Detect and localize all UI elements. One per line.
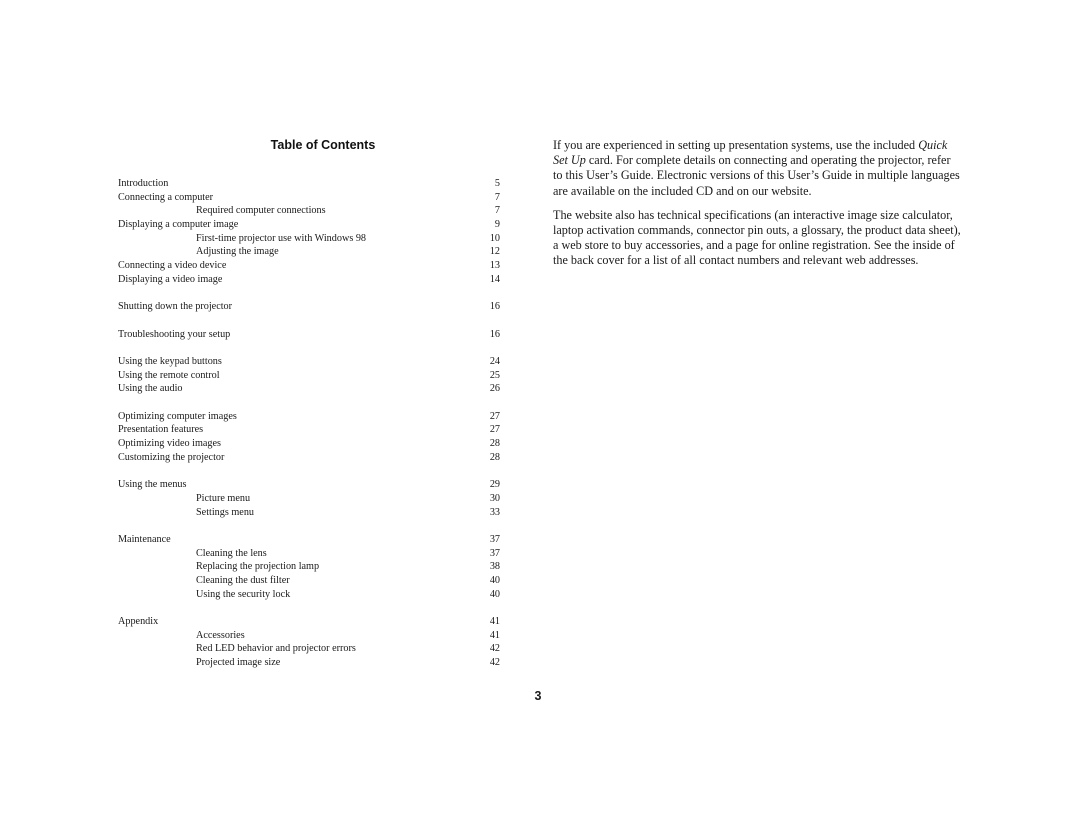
toc-entry[interactable]	[118, 506, 502, 520]
toc-entry-label: Picture menu	[196, 492, 251, 504]
toc-entry[interactable]	[118, 191, 502, 205]
toc-entry-label: Using the remote control	[118, 369, 220, 381]
toc-entry-label: Using the menus	[118, 479, 187, 491]
toc-entry-page: 5	[494, 178, 500, 189]
toc-entry[interactable]	[118, 273, 502, 287]
toc-entry[interactable]	[118, 629, 502, 643]
toc-entry-page: 42	[489, 657, 500, 669]
toc-entry[interactable]	[118, 478, 502, 492]
toc-entry-page: 28	[489, 451, 500, 463]
toc-entry-page: 7	[494, 205, 500, 217]
toc-entry[interactable]	[118, 615, 502, 629]
intro-p1-start: If you are experienced in setting up presentation systems, use the included	[553, 138, 919, 152]
toc-entry-label: Settings menu	[196, 506, 255, 518]
toc-entry-label: First-time projector use with Windows 98	[196, 232, 367, 244]
toc-entry[interactable]	[118, 423, 502, 437]
toc-entry-page: 27	[489, 410, 500, 422]
toc-entry-page: 16	[489, 328, 500, 340]
intro-text	[553, 138, 963, 278]
toc-entry[interactable]	[118, 533, 502, 547]
toc-entry[interactable]	[118, 588, 502, 602]
table-of-contents	[118, 177, 502, 670]
toc-entry-page: 30	[489, 492, 500, 504]
toc-entry-page: 26	[489, 383, 500, 395]
toc-entry-label: Required computer connections	[196, 205, 326, 217]
toc-entry-page: 12	[489, 246, 500, 258]
toc-entry-label: Replacing the projection lamp	[196, 561, 320, 573]
toc-entry-page: 7	[494, 191, 500, 203]
toc-entry[interactable]	[118, 369, 502, 383]
toc-entry[interactable]	[118, 492, 502, 506]
toc-entry-page: 28	[489, 438, 500, 450]
toc-entry-label: Red LED behavior and projector errors	[196, 643, 356, 655]
toc-entry[interactable]	[118, 642, 502, 656]
toc-entry-page: 42	[489, 643, 500, 655]
toc-entry-label: Introduction	[118, 178, 169, 189]
toc-entry-page: 37	[489, 533, 500, 545]
toc-entry[interactable]	[118, 355, 502, 369]
toc-entry-label: Accessories	[196, 629, 245, 641]
toc-entry-page: 14	[489, 273, 500, 285]
toc-entry-label: Shutting down the projector	[118, 301, 233, 313]
toc-entry[interactable]	[118, 656, 502, 670]
toc-entry-label: Troubleshooting your setup	[118, 328, 231, 340]
toc-entry-label: Using the audio	[118, 383, 183, 395]
toc-entry-label: Displaying a computer image	[118, 219, 239, 231]
toc-entry[interactable]	[118, 382, 502, 396]
toc-entry-label: Maintenance	[118, 533, 171, 545]
toc-entry-page: 40	[489, 588, 500, 600]
intro-paragraph-1	[553, 138, 963, 199]
toc-entry-label: Using the security lock	[196, 588, 291, 600]
toc-entry-page: 9	[494, 219, 500, 231]
toc-entry-label: Cleaning the lens	[196, 547, 267, 559]
toc-entry-label: Customizing the projector	[118, 451, 225, 463]
toc-entry[interactable]	[118, 451, 502, 465]
toc-entry-label: Using the keypad buttons	[118, 355, 222, 367]
toc-entry-page: 37	[489, 547, 500, 559]
toc-entry-page: 33	[489, 506, 500, 518]
toc-entry-label: Connecting a video device	[118, 260, 227, 272]
toc-entry[interactable]	[118, 204, 502, 218]
intro-p1-end: card. For complete details on connecting and operating the projector, refer to this User’s Guide. Electronic versions of this User’s Guide in multiple languages are available on the included CD and on our website.	[553, 153, 960, 198]
toc-entry-label: Adjusting the image	[196, 246, 279, 258]
toc-entry[interactable]	[118, 300, 502, 314]
toc-entry[interactable]	[118, 218, 502, 232]
toc-entry[interactable]	[118, 177, 502, 191]
toc-entry-label: Projected image size	[196, 657, 281, 669]
toc-entry-page: 29	[489, 479, 500, 491]
toc-entry[interactable]	[118, 560, 502, 574]
toc-entry-label: Displaying a video image	[118, 273, 223, 285]
page-number: 3	[534, 689, 542, 703]
toc-entry-label: Optimizing video images	[118, 438, 221, 450]
toc-entry-label: Optimizing computer images	[118, 410, 237, 422]
toc-title: Table of Contents	[270, 138, 376, 152]
toc-entry-label: Appendix	[118, 616, 159, 627]
toc-entry-label: Connecting a computer	[118, 191, 214, 203]
toc-entry-page: 10	[489, 232, 500, 244]
toc-entry-label: Cleaning the dust filter	[196, 574, 290, 586]
toc-entry-page: 41	[489, 629, 500, 641]
intro-paragraph-2: The website also has technical specifications (an interactive image size calculator, laptop activation commands, connector pin outs, a glossary, the product data sheet), a web store to buy accessories, and a page for online registration. See the inside of the back cover for a list of all contact numbers and relevant web addresses.	[553, 207, 961, 268]
toc-entry-page: 16	[489, 301, 500, 313]
toc-entry[interactable]	[118, 328, 502, 342]
toc-entry-page: 13	[489, 260, 500, 272]
toc-entry[interactable]	[118, 232, 502, 246]
toc-entry-page: 41	[489, 616, 500, 627]
toc-entry-label: Presentation features	[118, 424, 204, 436]
toc-entry[interactable]	[118, 574, 502, 588]
toc-entry-page: 24	[489, 355, 500, 367]
toc-entry-page: 38	[489, 561, 500, 573]
toc-entry-page: 27	[489, 424, 500, 436]
toc-entry[interactable]	[118, 547, 502, 561]
toc-entry[interactable]	[118, 437, 502, 451]
toc-entry[interactable]	[118, 245, 502, 259]
toc-entry-page: 25	[489, 369, 500, 381]
quick-set-up-ref: Quick Set Up	[553, 138, 948, 168]
toc-entry[interactable]	[118, 259, 502, 273]
toc-entry-page: 40	[489, 574, 500, 586]
toc-entry[interactable]	[118, 410, 502, 424]
